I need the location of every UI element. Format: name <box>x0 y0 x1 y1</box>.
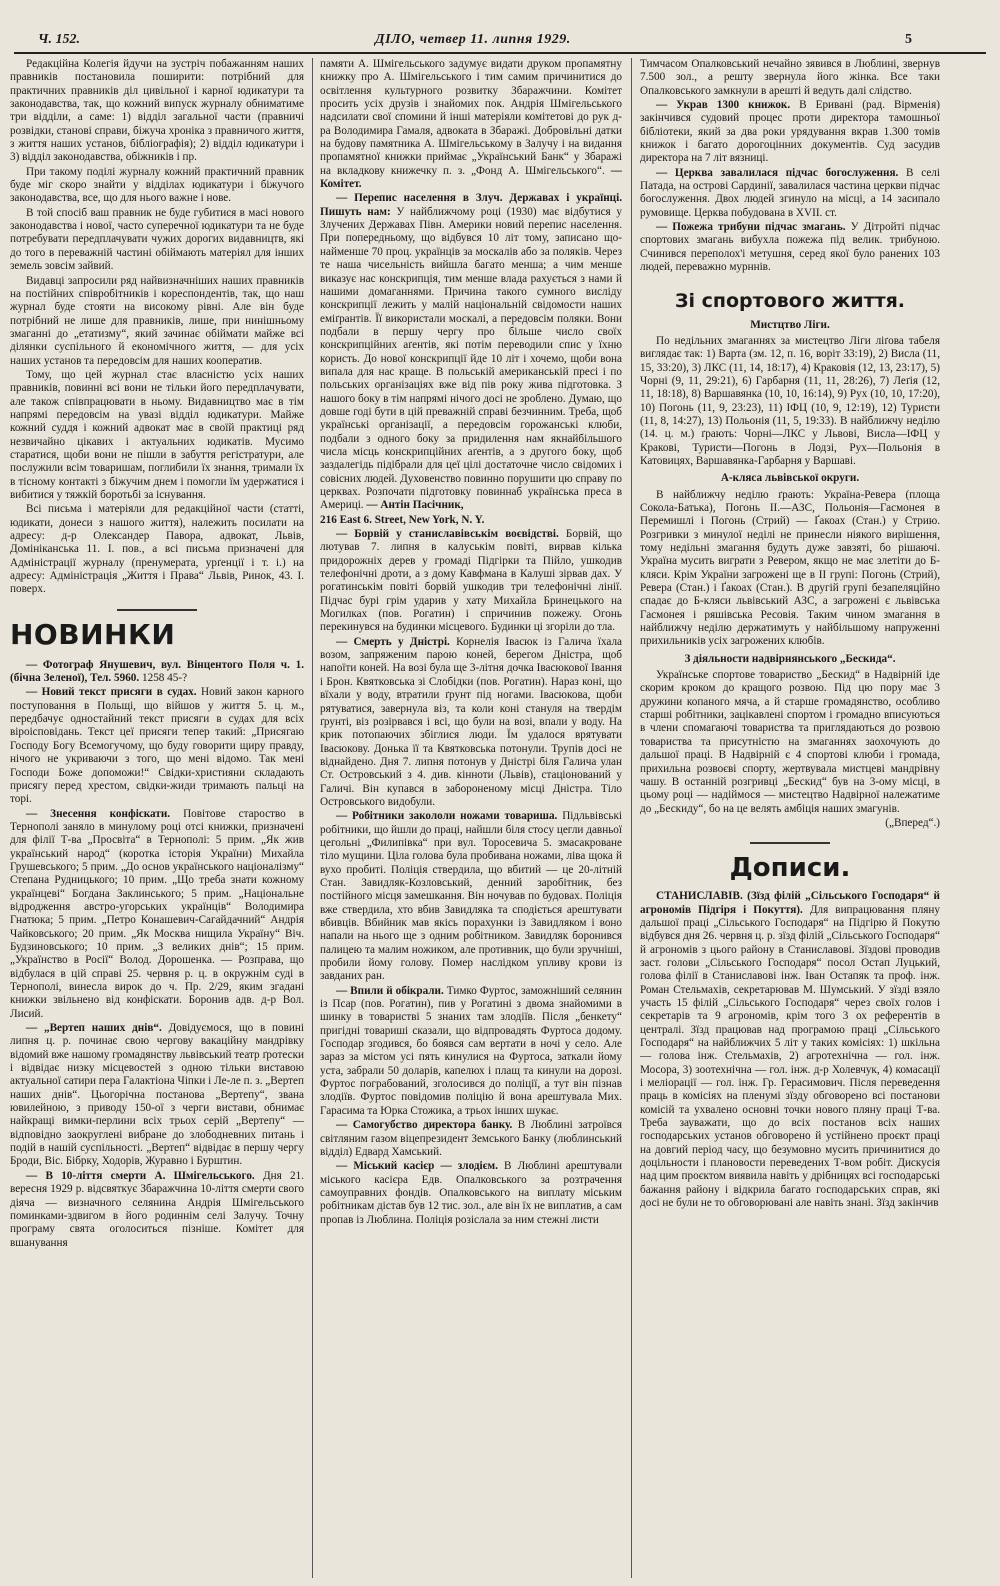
article-headline: — В 10-ліття смерти А. Шмігельського. <box>26 1169 255 1182</box>
article-headline: — Пожежа трибуни підчас змагань. <box>656 221 846 234</box>
section-separator <box>750 842 830 844</box>
column-divider <box>312 58 313 1578</box>
signature: — Комітет. <box>320 164 622 191</box>
article-headline: — Міський касієр — злодієм. <box>336 1160 498 1173</box>
column-1 <box>10 58 304 1578</box>
article-census <box>320 192 622 512</box>
section-title-sport: Зі спортового життя. <box>674 289 906 312</box>
article-headline: — Украв 1300 книжок. <box>656 99 791 112</box>
page-header <box>0 30 1000 54</box>
section-title-dopysy: Дописи. <box>729 853 851 884</box>
article-body: У Дітройті підчас спортових змагань вибухла пожежа під велик. трибуною. Счинився переполох'і метушня, серед якої було ранених 103 людей, переважно мурннів. <box>640 221 940 274</box>
article-body: Для випрацювання пляну дальшої праці „Сільського Господаря“ на Підгірю й Покутю відбувся дня 26. червня ц. р. зїзд філій „Сільського Господаря“ й агрономів з цього району в Станиславові. Зїздові проводив заст. голови „Сільського Господаря“ посол Остап Луцький, голова філії в Станиславові інж. Іван Остапяк та проф. інж. Роман Стельмахів, секретарював М. Шумський. У зїзді взяло участь 15 філій „Сільського Господаря“ через своїх голов і секретарів та 9 агрономів, крім того 3 ох референтів в централі. Зїзд працював над програмою праці „Сільського Господаря“ на найближчих 5 літ у таких комісіях: 1) шкільна — голова інж. Стельмахів, 2) агротехнічна — гол. інж. Мосора, 3) зоотехнічна — гол. інж. д-р Холевчук, 4) комасації і меліорації — гол. інж. Гр. Герасимович. Після переведення праць в комісіях на пленумі зїзду обговорено всі постанови комісій та ухвалено основні точки нового пляну праці Т-ва. Треба зауважати, що до всіх постанов всіх наших господарських установ обговорено й устійнено проєкт праці на довгий період часу, що безумовно мусить причинитися до доцільности і плановости переведених Т-вом робіт. Дискусія над цим проєктом виявила навіть у дрібницях всі господарські бажання району і відкрила багато господарських справ, які досі не були не то обговорювані але навіть знані. Зїзд закінчив <box>640 903 940 1210</box>
subsection-title: А-кляса львівської округи. <box>720 472 860 485</box>
article-books <box>640 99 940 166</box>
article-church <box>640 167 940 220</box>
article-headline: — Борвій у станиславівськім воєвідстві. <box>336 528 559 541</box>
article-body: Тимко Фуртос, заможніший селянин із Псар (пов. Рогатин), пив у Рогатині з двома знайомими в шинку в товаристві 5 знаних там злодіїв. Після „бенкету“ пригідні товариші сказали, що відпровадять Фуртоса додому. Господар згодився, бо боявся сам вертати в ночі у село. Але зараз за містом усі пять кинулися на Фуртоса, заткали йому уста, забрали 50 доларів, капелюх і плащ та кинули на дорозі. Фуртос пограбований, зголосився до поліції, а тут він пізнав злодіїв. Фуртос повідомив поліцію й вона арештувала Мих. Гарасима та Юрка Стожика, а трьох інших шукає. <box>320 984 622 1117</box>
article-stanislaviv <box>640 890 940 1210</box>
article-body: Дня 21. вересня 1929 р. відсвяткує Збаражчина 10-ліття смерти свого діяча — визначного селянина Андрія Шмігельського поминками-здвигом в його родиннім селі Залучу. Точну програму свята оголоситься пізніше. Комітет для вшанування <box>10 1169 304 1249</box>
article-headline: — Перепис населення в Злуч. Державах і українці. Пишуть нам: <box>320 192 622 218</box>
paragraph: Тому, що цей журнал стає власністю усіх наших правників, повинні всі вони не тільки його передплачувати, але також співпрацювати в ньому. Видавництво має в тім напрямі передовсім на увазі відділ юдикатури. Майже кожний суддя і кожний адвокат має в своїй практиці ряд незвичайно цікавих і актуальних юдикатів. Мусимо старатися, щоби вони не пішли в забуття регістратури, але послужили всім товаришам, поглибили їх знання, тримали їх в тісному контакті з біжучим днем і помогли їм удержатися і вибитися у тяжкій боротьбі за існування. <box>10 368 304 501</box>
article-body: памяти А. Шмігельського задумує видати друком пропамятну книжку про А. Шмігельського і тим самим причинитися до освітлення культурного розвитку Збаражчини. Комітет просить усіх друзів і знайомих пок. Андрія Шмігельського надсилати свої спомини й інші матеріяли комітетові до рук д-ра Володимира Гамаля, адвоката в Збаражі. Добровільні датки на будову памятника А. Шмігельському в Залучу і на видання пропамятної книжки приймає „Український Банк“ у Збаражі на вкладкову книжечку п. з. „Фонд А. Шмігельського“. <box>320 58 622 177</box>
page-number-right: 5 <box>905 32 912 47</box>
article-body: Підльвівські робітники, що йшли до праці, найшли біля стосу цегли давньої цегольні „Филипівка“ при вул. Торосевича 5. змасакроване тіло мущини. Ціла голова була пробивана ножами, ліва щока й вухо пробиті. Поліція ствердила, що вбитий — це 20-літній Стан. Завидляк-Козловський, денний заробітник, без постійного місця замешкання. Він ночував по будовах. Поліція вже ствердила, хто вбив Завидляка та сподіється арештувати вбивців. Вбийник мав якісь порахунки із Завидляком і воно напали на нього ще з одним робітником. Завидляк боронився палицею та малим ножиком, але противник, що були зручніші, пробили йому голову. Помер наслідком упливу крови із завданих ран. <box>320 810 622 983</box>
source-attribution: („Вперед“.) <box>885 816 940 829</box>
article-workers <box>320 810 622 983</box>
article-body: У найближчому році (1930) має відбутися у Злучених Державах Півн. Америки новий перепис населення. При попередньому, що відбувся 10 літ тому, записано що-найменше 70 проц. українців за москалів або за поляків. Через те наша чисельність вийшла багато менша; а чим менше виказує нас конскрипція, тим менше влада рахується з нами й нашими домаганнями. Причина такого сумного висліду конскрипції лежить у малій національній свідомости наших еміґрантів. Її використали москалі, а передовсім поляки. Вони подбали в першу чергу про більше число своїх конскрипційних аґентів, які потім переводили спис у їхню користь. До нової конскрипції йде 10 літ і хочемо, щоби вона випала для нас краще. В польській американській пресі і по польських організаціях вже від пів року жива підготовка. З нашого боку в тім напрямі нічого досі не зроблено. Думаю, що довше годі бути в цій преважній справі безчинним. Треба, щоб українські організації, а передовсім горожанські клюби, подбали з одного боку за придилення нам якнайбільшого числа місць конскрипційних аґентів, а з другого боку, щоб заздалегідь підібрали для цеї цілі достаточне число свідомих і совісних людей. Духовенство повинно порушити цю справу по церквах. Розпочати підготовку повиннаб українська преса в Америці. <box>320 205 622 512</box>
column-divider <box>631 58 632 1578</box>
article-headline: — Смерть у Дністрі. <box>336 635 450 648</box>
article-headline: — Церква завалилася підчас богослуження. <box>656 166 899 179</box>
article-body: Новий закон карного поступовання в Польщі, що війшов у життя 5. ц. м., передбачує одностайний текст присяги в судах для всіх віроісповідань. Текст цеї присяги тепер такий: „Присягаю Господу Богу Всемогучому, що буду говорити щиру правду, нічого не укриваючи з того, що мені відомо. Так мені Господи Боже допоможи!“ Свідки-християни складають присягу перед хрестом, свідки-жиди тримають пальці на торі. <box>10 686 304 806</box>
paragraph <box>320 58 622 191</box>
column-3 <box>640 58 940 1578</box>
paragraph: Тимчасом Опалковський нечайно зявився в Люблині, звернув 7.500 зол., а решту звернула його жінка. Все таки Опалковського замкнули в арешті й ведуть далі слідство. <box>640 58 940 97</box>
subsection-title: З діяльности надвірнянського „Бескида“. <box>684 652 896 665</box>
section-title-novynky: НОВИНКИ <box>10 617 176 651</box>
article-suicide <box>320 1119 622 1159</box>
ad-code: 1258 45-? <box>142 672 188 685</box>
article-headline: — Новий текст присяги в судах. <box>26 686 197 699</box>
newspaper-title-date: ДІЛО, четвер 11. липня 1929. <box>375 32 571 47</box>
article-body: В Ериванi (рад. Вірменія) закінчився судовий процес проти директора тамошньої бібліотеки, який за два роки урядування вкрав 1.300 томів книжок і багато дорогоцінних документів. Суд засудив директора на 7 літ вязниці. <box>640 99 940 165</box>
article-oath <box>10 686 304 806</box>
article-drunk <box>320 985 622 1118</box>
article-confiscation <box>10 808 304 1022</box>
article-headline: — „Вертеп наших днів“. <box>26 1022 162 1035</box>
header-rule <box>14 52 986 54</box>
subsection-title: Мистцтво Ліги. <box>750 318 830 331</box>
article-vertep <box>10 1022 304 1169</box>
article-body: В Люблині затроївся світляним газом віцепрезидент Земського Банку (люблинський відділ) Едвард Хамський. <box>320 1119 622 1158</box>
paragraph: Всі письма і матеріяли для редакційної части (статті, юдикати, донеси з нашого життя), належить посилати на адресу: д-р Олександер Павора, адвокат, Львів, Домініканська 11. І. пов., а всі письма призначені для Адміністрації журналу (пренумерата, урґенції і т. і.) на адресу: Адміністрація „Життя і Права“ Львів, Ринок, 43. І. поверх. <box>10 503 304 596</box>
article-body: Повітове староство в Тернополі заняло в минулому році отсі книжки, призначені для філії Т-ва „Просвіта“ в Тернополі: 5 прим. „Як жив український народ“ (коротка історія України) Михайла Грушевського; 5 прим. „До основ українського націоналізму“ Степана Рудницького; 10 прим. „Що треба знати кожному українцеві“ Богдана Заклинського; 5 прим. „Національне відродження австро-угорських українців“ Володимира Гнатюка; 5 прим. „Петро Конашевич-Сагайдачний“ Андрія Чайковського; 20 прим. „Як Москва нищила Україну“ Віч. Будзиновського; 10 прим. „З великих днів“; 15 прим. „Українство в Росії“ Волод. Дорошенка. — Розправа, що відбулася в цій справі 25. червня р. ц. в окружнім суді в Тернополі, винесла вирок до ч. Пр. 2/29, яким згадані книжки звільнено від конфіскати. Боронив адв. д-р Вол. Лисий. <box>10 807 304 1020</box>
article-body: В Люблині арештували міського касієра Едв. Опалковського за розтрачення самоуправних фондів. Опалковського на виплату міським робітникам дістав був 12 тис. зол., але він їх не виплатив, а сам пропав із Люблина. Поліція розіслала за ним стежні листи <box>320 1160 622 1226</box>
article-storm <box>320 528 622 635</box>
article-headline: — Самогубство директора банку. <box>336 1119 513 1132</box>
paragraph: Редакційна Колегія йдучи на зустріч побажанням наших правників постановила поширити: потрібний для практичних правників діл цивільної і карної юдикатури та законодавства, так, що кожний випуск журналу обниматиме три відділи, а саме: 1) відділ загальної части (правничі розвідки, станові справи, біжуча хроніка з правничого життя, з життя наших установ, бібліографія); 2) відділ юдикатури і 3) відділ законодавства, обіжників і пр. <box>10 58 304 164</box>
signature-address: 216 East 6. Street, New York, N. Y. <box>320 513 485 526</box>
paragraph: Видавці запросили ряд найвизначніших наших правників на постійних співробітників і кореспондентів, так, що наш журнал буде стояти на високому рівні. Але він буде потрібний не лише для правників, лише, при нинішньому змаганні до „етатизму“, який зачинає обіймати майже всі ділянки суспільного й економічного життя, — для усіх наших установ та передовсім для наших кооператив. <box>10 274 304 367</box>
article-headline: СТАНИСЛАВІВ. (Зїзд філій „Сільського Господаря“ й агрономів Підгіря і Покуття). <box>640 890 940 916</box>
article-body: Довідуємося, що в повині липня ц. р. починає свою чергову вакаційну мандрівку відомий вже нашому громадянству львівський театр ґротески і відвідає низку місцевостей з одною тільки виставою актуальної сатири пера Галактіона Чіпки і Ле-ле п. з. „Вертеп наших днів“. Цьогорічна постанова „Вертепу“, звана ювилейною, з приводу 150-ої з черги вистави, обнимає найкращі вимки-перлини всіх трьох серій „Вертепу“ — відповідно заокруглені вибране до злободневних питань і подій в нашій суспільності. „Вертеп“ відвідає в першу чергу Броди, Віс. Бібрку, Ходорів, Журавно і Бурштин. <box>10 1022 304 1168</box>
article-headline: — Фотограф Янушевич, вул. Вінцентого Поля ч. 1. (бічна Зеленої), Тел. 5960. <box>10 658 304 685</box>
article-aclass: В найближчу неділю ґрають: Україна-Ревера (площа Сокола-Батька), Погонь II.—АЗС, Польонія—Гасмонея в Перемишлі і Погонь (Стрий) — Ґакоах (Стан.) у Стрию. Розгривки з минулої неділі не принесли ніякого вирішення, тому недільні змагання будуть дуже завзяті, бо рішаючі. Україна мусить виграти з Ревером, якщо не має злетіти до Б-кляси. Крім України загрожені ще в II групі: Погонь (Стрий), Ревера (Стан.) і Ґакоах (Стан.). В другій групі безапеляційно спадає до Б-кляси львівський АЗС, а загрожені є львівська Гасмонея і ряшівська Ресовія. Таким чином змагання в найближчу неділю держатимуть у найбільшому напруженні прихильників усіх загрожених клюбів. <box>640 488 940 648</box>
article-league: По недільних змаганнях за мистецтво Ліги ліґова табеля виглядає так: 1) Варта (зм. 12, п. 16, воріт 33:19), 2) Висла (11, 15, 33:20), 3) ЛКС (11, 14, 18:17), 4) Краковія (12, 13, 23:17), 5) Чорні (9, 11, 29:21), 6) Гарбарня (11, 11, 28:26), 7) Леґія (12, 11, 18:18), 8) Варшавянка (10, 10, 16:14), 9) Рух (10, 10, 17:20), 10) Погонь (11, 9, 23:23), 11) ІФЦ (10, 9, 12:19), 12) Туристи (11, 8, 14:27), 13) Польонія (11, 5, 19:33). В найближчу неділю (14. ц. м.) ґрають: Чорні—ЛКС у Львові, Висла—ІФЦ у Кракові, Туристи—Погонь в Лодзі, Рух—Польонія в Катовицях, Варшавянка-Гарбарня у Варшаві. <box>640 334 940 467</box>
article-shmigelsky <box>10 1170 304 1250</box>
column-2 <box>320 58 622 1578</box>
article-photographer <box>10 659 304 686</box>
page-number-left: Ч. 152. <box>38 32 80 47</box>
article-beskyd: Українське спортове товариство „Бескид“ в Надвірній іде скорим кроком до кращого розвою. Під цю пору має 3 дружини копаного мяча, а й старше громадянство, особливо старші робітники, зацікавлені спортом і громадно вписуються в члени спомагаючі товариства та приглядаються до розвою товариства та присутністю на змаганнях заохочують до дальшої праці. В Надвірній є 4 спортові клюби і громада, прихильна розвоєві спорту, жертвувала мистцеві мандрівну чашу. В останній розгривці „Бескид“ був на 3-ому місці, в цьому році — надіймося — мистецтво Надвірної належатиме до „Бескиду“, бо на це велять амбіція наших змагунів. <box>640 669 940 815</box>
article-headline: — Знесення конфіскати. <box>26 807 171 820</box>
article-body: В селі Патада, на острові Сардинії, завалилася частина церкви підчас богослуження. Двох людей згинуло на місці, а 14 засипало румовище. Церква побудована в XVII. ст. <box>640 166 940 219</box>
article-cashier <box>320 1160 622 1227</box>
article-fire <box>640 221 940 274</box>
article-body: Борвій, що лютував 7. липня в калуськім повіті, вирвав кілька придорожніх дерев у громаді Підгірки та Пійло, ушкодив телефонічні дроти, а з дому Кавфмана в Калуші зірвав дах. У рогатинськім повіті борвій ушкодив три телефонічні лінії. Підчас бурі грім ударив у хату Михайла Бринецького на Могилках (пов. Рогатин) і спричинив пожежу. Огонь перекинувся на будинки місцевого. Будинки ці згоріли до тла. <box>320 528 622 634</box>
paragraph: В той спосіб ваш правник не буде губитися в масі нового законодавства і нової, часто суперечної юдикатури та не буде потребувати передплачувати чужих дорогих видавництв, які до того в переважній частині обіймають матеріял для інших земель зовсім зайвий. <box>10 206 304 273</box>
section-separator <box>117 609 197 611</box>
article-headline: — Впили й обікрали. <box>336 984 444 997</box>
article-body: Корнелія Івасюк із Галича їхала возом, запряженим парою коней, берегом Дністра, щоб напоїти коней. На возі була ще 3-літня дочка Івасюкової Івання і Брон. Квятковська зі Слобідки (пов. Рогатин). Нараз коні, що вїхали у воду, втратили ґрунт під ногами. Івасюкова, щоби рятуватися, завернула віз, та коли коні стануля на твердім ґрунті, віз розірвався і всі, що були на возі, впали у воду. На крик потопаючих збіглися люди. Їм удалося врятувати Івасюкову. Донька її та Квятковська потонули. Трупів досі не віднайдено. Дня 7. липня потонув у Дністрі біля Галича улан Ст. Островський з 4. див. кінноти (Львів), стаціонований у Галичі. Він купався в забороненому місці Дністра. Тіло Островського видобули. <box>320 635 622 808</box>
article-death <box>320 636 622 809</box>
article-headline: — Робітники закололи ножами товариша. <box>336 810 558 823</box>
signature: — Антін Пасічник, <box>366 499 464 512</box>
paragraph: При такому поділі журналу кожний практичний правник буде міг скоро знайти у відділах юдикатури і біжучого законодавства, все, що для нього важне і нове. <box>10 165 304 205</box>
